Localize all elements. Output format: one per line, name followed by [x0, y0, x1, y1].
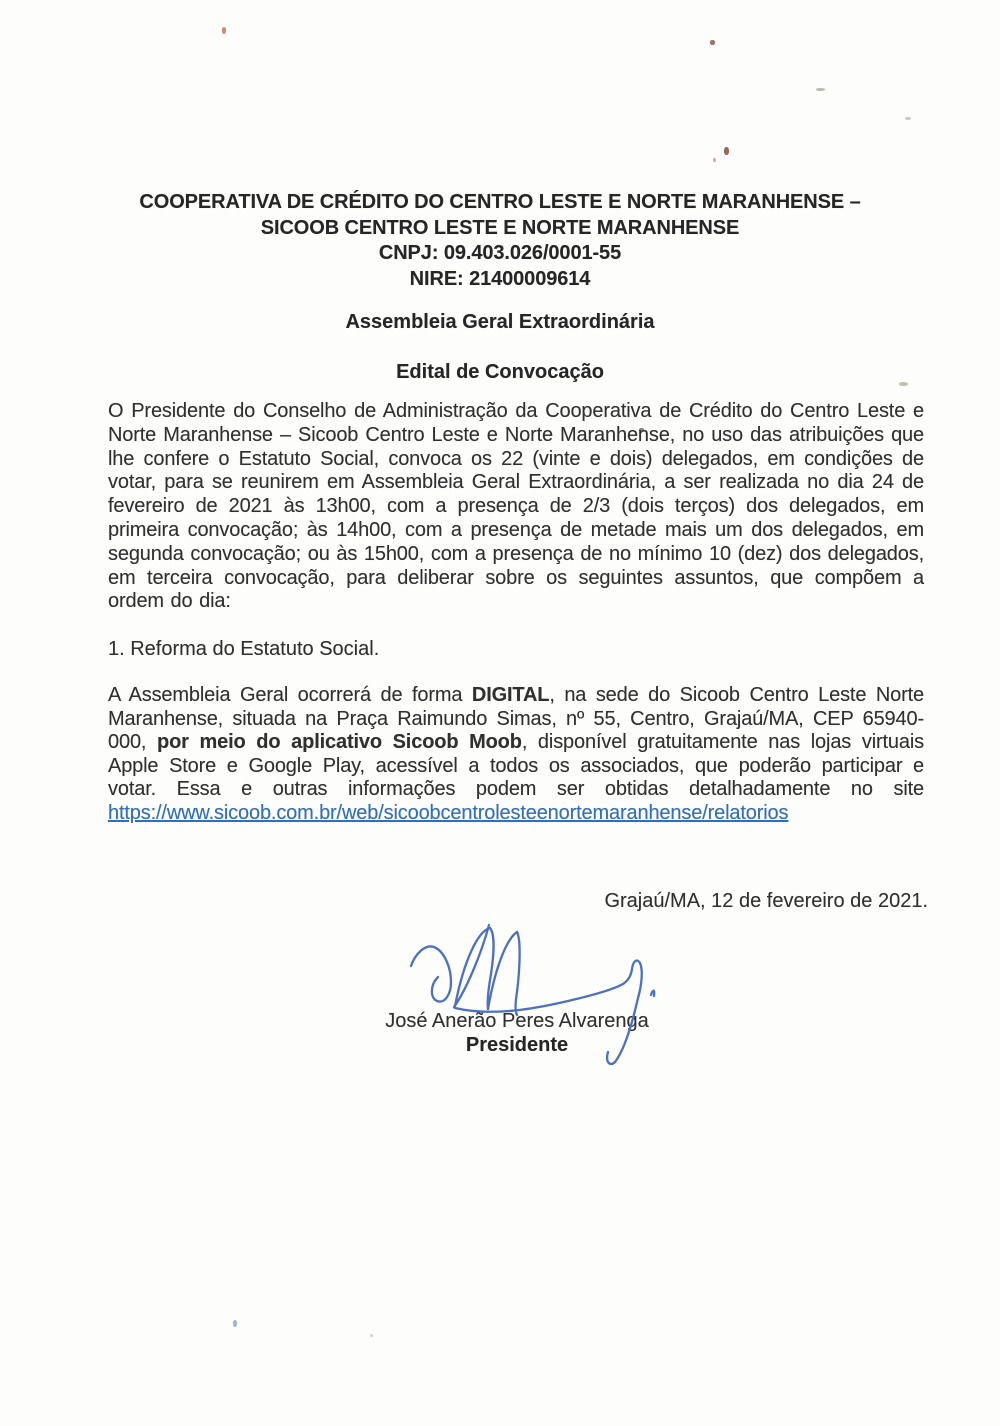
- signer-role: Presidente: [465, 1034, 569, 1056]
- agenda-item: 1. Reforma do Estatuto Social.: [108, 638, 380, 660]
- scan-speck: [724, 147, 729, 155]
- scan-speck: [222, 27, 226, 34]
- scan-speck: [370, 1334, 373, 1337]
- scan-speck: [816, 88, 825, 91]
- assembly-subtitle: Assembleia Geral Extraordinária: [345, 311, 655, 333]
- sicoob-relatorios-link[interactable]: https://www.sicoob.com.br/web/sicoobcentrolesteenortemaranhense/relatorios: [108, 801, 789, 824]
- app-bold-text: por meio do aplicativo Sicoob Moob: [157, 731, 522, 754]
- edital-subtitle: Edital de Convocação: [396, 361, 604, 383]
- cooperative-title-line2: SICOOB CENTRO LESTE E NORTE MARANHENSE: [260, 216, 740, 239]
- document-header: [88, 190, 912, 292]
- digital-bold-text: DIGITAL: [471, 684, 550, 706]
- cooperative-title-line1: COOPERATIVA DE CRÉDITO DO CENTRO LESTE E NORTE MARANHENSE –: [139, 191, 861, 213]
- paragraph2-text: A Assembleia Geral ocorrerá de forma: [108, 684, 472, 706]
- cnpj-line: CNPJ: 09.403.026/0001-55: [378, 242, 622, 265]
- paragraph2-text: , disponível gratuitamente nas lojas virtuais Apple Store e Google Play, acessível a todos os associados, que poderão participar e votar. Essa e outras informações podem ser obtidas detalhadamente no site: [108, 731, 924, 801]
- signer-name: José Anerão Peres Alvarenga: [385, 1010, 649, 1032]
- paragraph2-text: , na sede do Sicoob Centro Leste Norte Maranhense, situada na Praça Raimundo Simas, nº 55, Centro, Grajaú/MA, CEP 65940-000,: [108, 684, 924, 754]
- scan-speck: [710, 40, 715, 45]
- scan-speck: [905, 117, 911, 120]
- date-place-line: Grajaú/MA, 12 de fevereiro de 2021.: [604, 890, 928, 912]
- convocation-paragraph: O Presidente do Conselho de Administração da Cooperativa de Crédito do Centro Leste e Norte Maranhense – Sicoob Centro Leste e Norte Maranhense, no uso das atribuições que lhe confere o Estatuto Social, convoca os 22 (vinte e dois) delegados, em condições de votar, para se reunirem em Assembleia Geral Extraordinária, a ser realizada no dia 24 de fevereiro de 2021 às 13h00, com a presença de 2/3 (dois terços) dos delegados, em primeira convocação; às 14h00, com a presença de metade mais um dos delegados, em segunda convocação; ou às 15h00, com a presença de no mínimo 10 (dez) dos delegados, em terceira convocação, para deliberar sobre os seguintes assuntos, que compõem a ordem do dia:: [108, 400, 924, 613]
- nire-line: NIRE: 21400009614: [409, 267, 591, 290]
- scan-speck: [233, 1320, 237, 1327]
- scan-speck: [713, 158, 716, 162]
- digital-assembly-paragraph: [108, 684, 924, 826]
